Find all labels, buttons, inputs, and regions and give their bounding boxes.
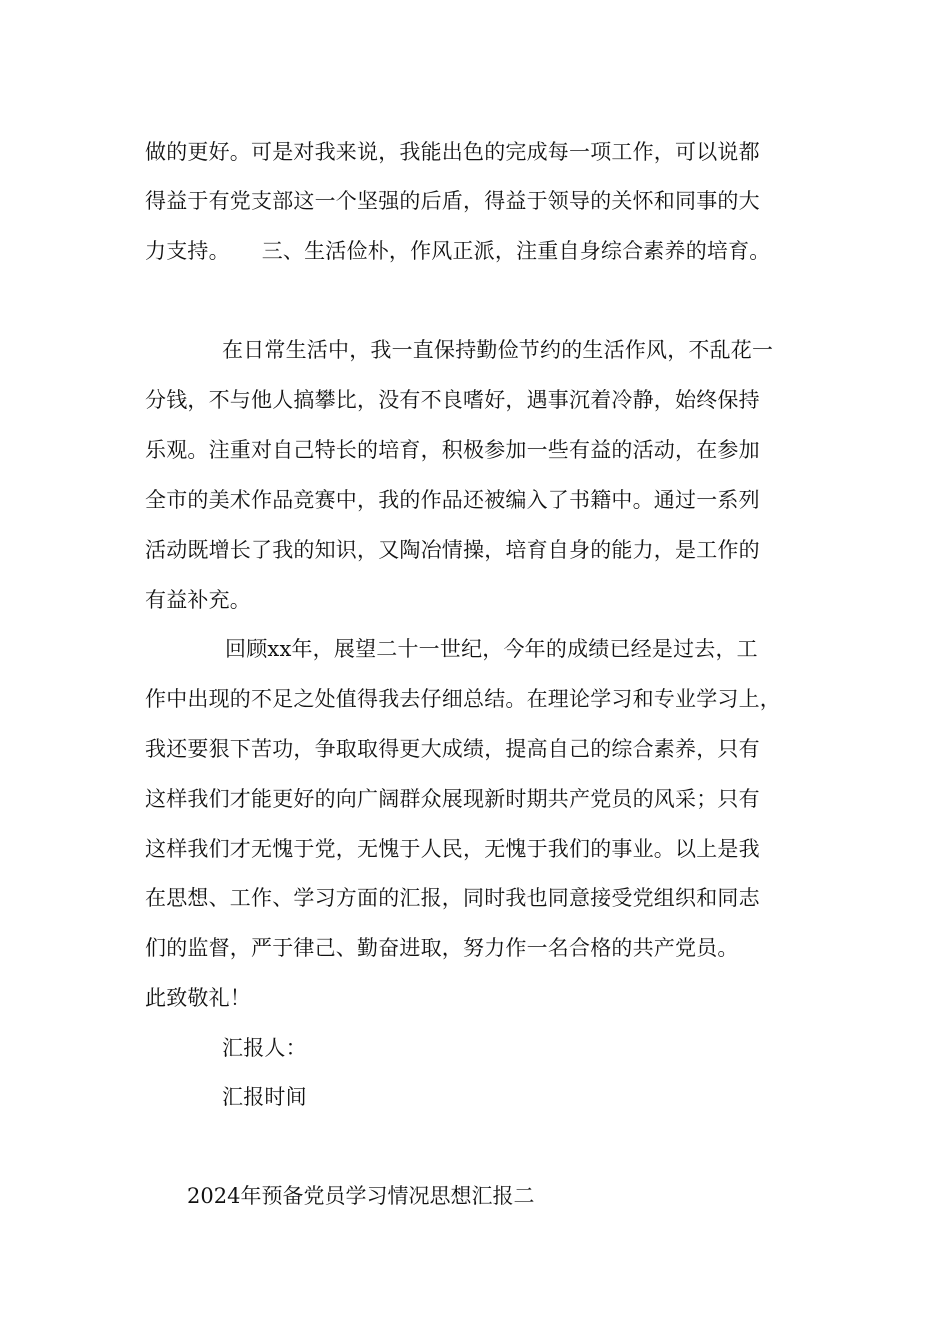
text-line: 力支持。 三、生活俭朴，作风正派，注重自身综合素养的培育。 bbox=[145, 239, 771, 263]
reporter-label: 汇报人： bbox=[222, 1036, 307, 1060]
text-line: 分钱，不与他人搞攀比，没有不良嗜好，遇事沉着冷静，始终保持 bbox=[145, 388, 760, 412]
text-line: 乐观。注重对自己特长的培育，积极参加一些有益的活动，在参加 bbox=[145, 438, 760, 462]
text-line: 这样我们才能更好的向广阔群众展现新时期共产党员的风采；只有 bbox=[145, 787, 760, 811]
text-line: 全市的美术作品竞赛中，我的作品还被编入了书籍中。通过一系列 bbox=[145, 488, 760, 512]
text-line: 作中出现的不足之处值得我去仔细总结。在理论学习和专业学习上， bbox=[145, 687, 781, 711]
text-line: 活动既增长了我的知识，又陶冶情操，培育自身的能力，是工作的 bbox=[145, 538, 760, 562]
text-line: 在思想、工作、学习方面的汇报，同时我也同意接受党组织和同志 bbox=[145, 886, 760, 910]
report-time-label: 汇报时间 bbox=[222, 1085, 307, 1109]
text-line: 这样我们才无愧于党，无愧于人民，无愧于我们的事业。以上是我 bbox=[145, 837, 760, 861]
text-line: 我还要狠下苦功，争取取得更大成绩，提高自己的综合素养，只有 bbox=[145, 737, 760, 761]
text-line: 回顾xx年，展望二十一世纪，今年的成绩已经是过去，工 bbox=[225, 637, 758, 661]
text-line: 们的监督，严于律己、勤奋进取，努力作一名合格的共产党员。 bbox=[145, 936, 739, 960]
section-title: 2024年预备党员学习情况思想汇报二 bbox=[187, 1184, 535, 1208]
text-line: 得益于有党支部这一个坚强的后盾，得益于领导的关怀和同事的大 bbox=[145, 189, 760, 213]
text-line: 有益补充。 bbox=[145, 588, 251, 612]
text-line: 在日常生活中，我一直保持勤俭节约的生活作风，不乱花一 bbox=[222, 338, 774, 362]
text-line: 做的更好。可是对我来说，我能出色的完成每一项工作，可以说都 bbox=[145, 140, 760, 164]
closing-salutation: 此致敬礼！ bbox=[145, 986, 251, 1010]
